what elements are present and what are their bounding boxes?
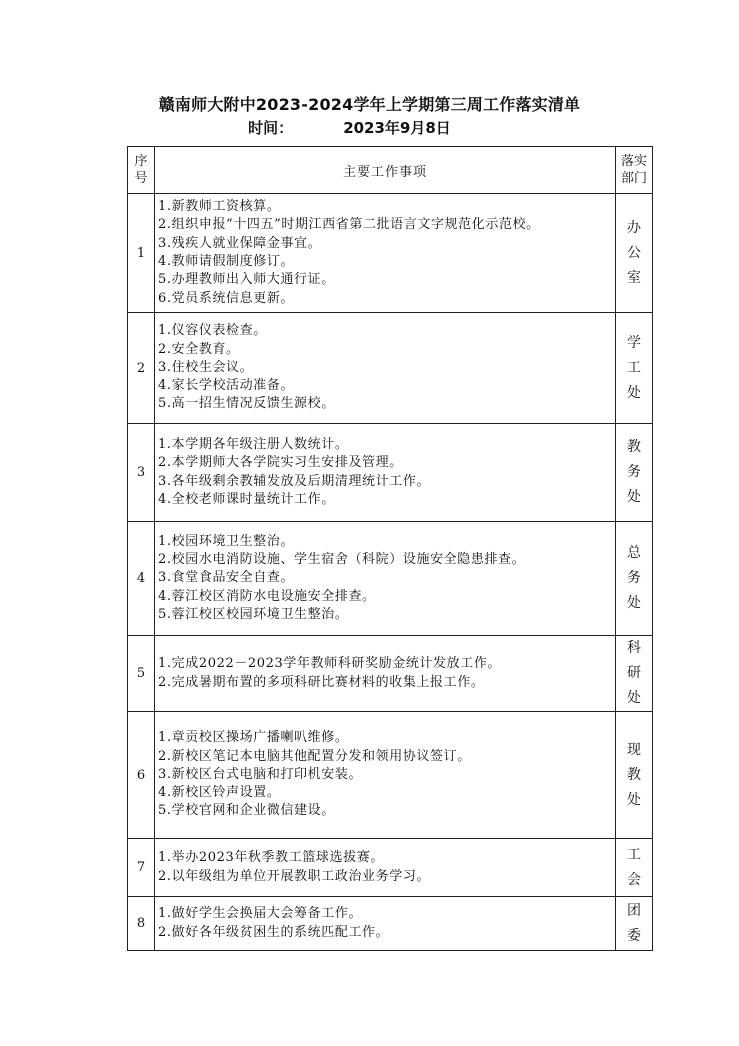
row-number: 4	[128, 522, 155, 636]
department-char: 团	[626, 902, 641, 919]
row-items	[155, 522, 616, 636]
row-number: 6	[128, 712, 155, 839]
row-department	[615, 636, 652, 712]
work-item: 1.章贡校区操场广播喇叭维修。	[158, 730, 349, 746]
header-number-line: 号	[134, 171, 148, 186]
work-item: 2.做好各年级贫困生的系统匹配工作。	[158, 924, 390, 940]
department-char: 处	[626, 690, 641, 706]
department-char: 处	[626, 384, 641, 401]
row-department	[615, 194, 652, 313]
work-item: 4.教师请假制度修订。	[158, 254, 295, 269]
work-item: 4.全校老师课时量统计工作。	[158, 491, 335, 507]
department-char: 室	[626, 269, 641, 286]
table-row	[128, 712, 653, 839]
row-department	[615, 712, 652, 839]
department-char: 处	[626, 595, 641, 611]
row-items	[155, 897, 616, 951]
header-main-items: 主要工作事项	[155, 147, 616, 194]
row-department	[615, 522, 652, 636]
work-item: 2.组织申报“十四五”时期江西省第二批语言文字规范化示范校。	[158, 217, 540, 233]
department-char: 公	[626, 244, 641, 261]
work-item: 2.以年级组为单位开展教职工政治业务学习。	[158, 868, 431, 884]
department-char: 工	[626, 359, 641, 376]
work-item: 3.住校生会议。	[158, 359, 254, 375]
work-item: 3.食堂食品安全自查。	[158, 570, 295, 586]
row-number: 2	[128, 313, 155, 424]
table-row	[128, 839, 653, 897]
work-item: 4.家长学校活动准备。	[158, 378, 295, 394]
document-date: 2023年9月8日	[343, 119, 451, 137]
work-item: 1.仪容仪表检查。	[158, 323, 267, 339]
header-department	[615, 147, 652, 194]
row-department	[615, 897, 652, 951]
work-item: 6.党员系统信息更新。	[158, 290, 295, 306]
document-title: 赣南师大附中2023-2024学年上学期第三周工作落实清单	[158, 95, 581, 114]
row-items	[155, 712, 616, 839]
work-item: 3.新校区台式电脑和打印机安装。	[158, 766, 363, 782]
department-char: 科	[626, 640, 641, 656]
department-char: 会	[626, 871, 641, 888]
table-row	[128, 636, 653, 712]
row-department	[615, 313, 652, 424]
department-char: 教	[626, 766, 641, 783]
department-char: 学	[626, 334, 641, 351]
row-items	[155, 636, 616, 712]
header-number-line: 序	[134, 154, 148, 169]
work-item: 2.本学期师大各学院实习生安排及管理。	[158, 455, 403, 471]
row-items	[155, 839, 616, 897]
time-label: 时间：	[248, 119, 294, 137]
header-department-line: 部门	[620, 171, 647, 186]
work-item: 3.各年级剩余教辅发放及后期清理统计工作。	[158, 473, 431, 489]
work-item: 1.新教师工资核算。	[158, 199, 281, 215]
document-date-line	[0, 118, 739, 138]
table-row	[128, 522, 653, 636]
header-department-line: 落实	[620, 154, 647, 169]
row-number: 3	[128, 424, 155, 522]
work-item: 2.新校区笔记本电脑其他配置分发和领用协议签订。	[158, 748, 471, 764]
table-row	[128, 194, 653, 313]
department-char: 务	[626, 464, 641, 480]
work-item: 5.蓉江校区校园环境卫生整治。	[158, 606, 349, 622]
work-item: 1.完成2022－2023学年教师科研奖励金统计发放工作。	[158, 656, 502, 672]
work-item: 1.本学期各年级注册人数统计。	[158, 436, 349, 452]
work-item: 3.残疾人就业保障金事宜。	[158, 235, 322, 251]
work-item: 2.安全教育。	[158, 341, 240, 357]
row-items	[155, 313, 616, 424]
table-header-row	[128, 147, 653, 194]
row-department	[615, 424, 652, 522]
work-item: 1.校园环境卫生整治。	[158, 533, 295, 549]
department-char: 研	[626, 665, 641, 681]
department-char: 工	[626, 846, 641, 863]
department-char: 委	[626, 927, 641, 944]
work-item: 1.做好学生会换届大会筹备工作。	[158, 906, 363, 922]
table-row	[128, 313, 653, 424]
department-char: 现	[626, 741, 641, 758]
row-number: 5	[128, 636, 155, 712]
table-row	[128, 897, 653, 951]
header-number	[128, 147, 155, 194]
work-item: 5.学校官网和企业微信建设。	[158, 803, 335, 819]
work-item: 4.新校区铃声设置。	[158, 785, 281, 801]
work-item: 5.办理教师出入师大通行证。	[158, 272, 335, 288]
department-char: 总	[626, 545, 641, 561]
work-item: 4.蓉江校区消防水电设施安全排查。	[158, 588, 376, 604]
department-char: 务	[626, 570, 641, 586]
row-items	[155, 424, 616, 522]
work-item: 5.高一招生情况反馈生源校。	[158, 396, 335, 412]
work-item: 1.举办2023年秋季教工篮球选拔赛。	[158, 850, 384, 866]
row-items	[155, 194, 616, 313]
department-char: 处	[626, 791, 641, 808]
work-item: 2.完成暑期布置的多项科研比赛材料的收集上报工作。	[158, 674, 485, 690]
row-number: 7	[128, 839, 155, 897]
row-department	[615, 839, 652, 897]
department-char: 处	[626, 489, 641, 505]
work-item: 2.校园水电消防设施、学生宿舍（科院）设施安全隐患排查。	[158, 552, 526, 568]
work-table	[127, 146, 653, 951]
row-number: 1	[128, 194, 155, 313]
table-row	[128, 424, 653, 522]
department-char: 教	[626, 439, 641, 455]
department-char: 办	[626, 219, 641, 236]
row-number: 8	[128, 897, 155, 951]
